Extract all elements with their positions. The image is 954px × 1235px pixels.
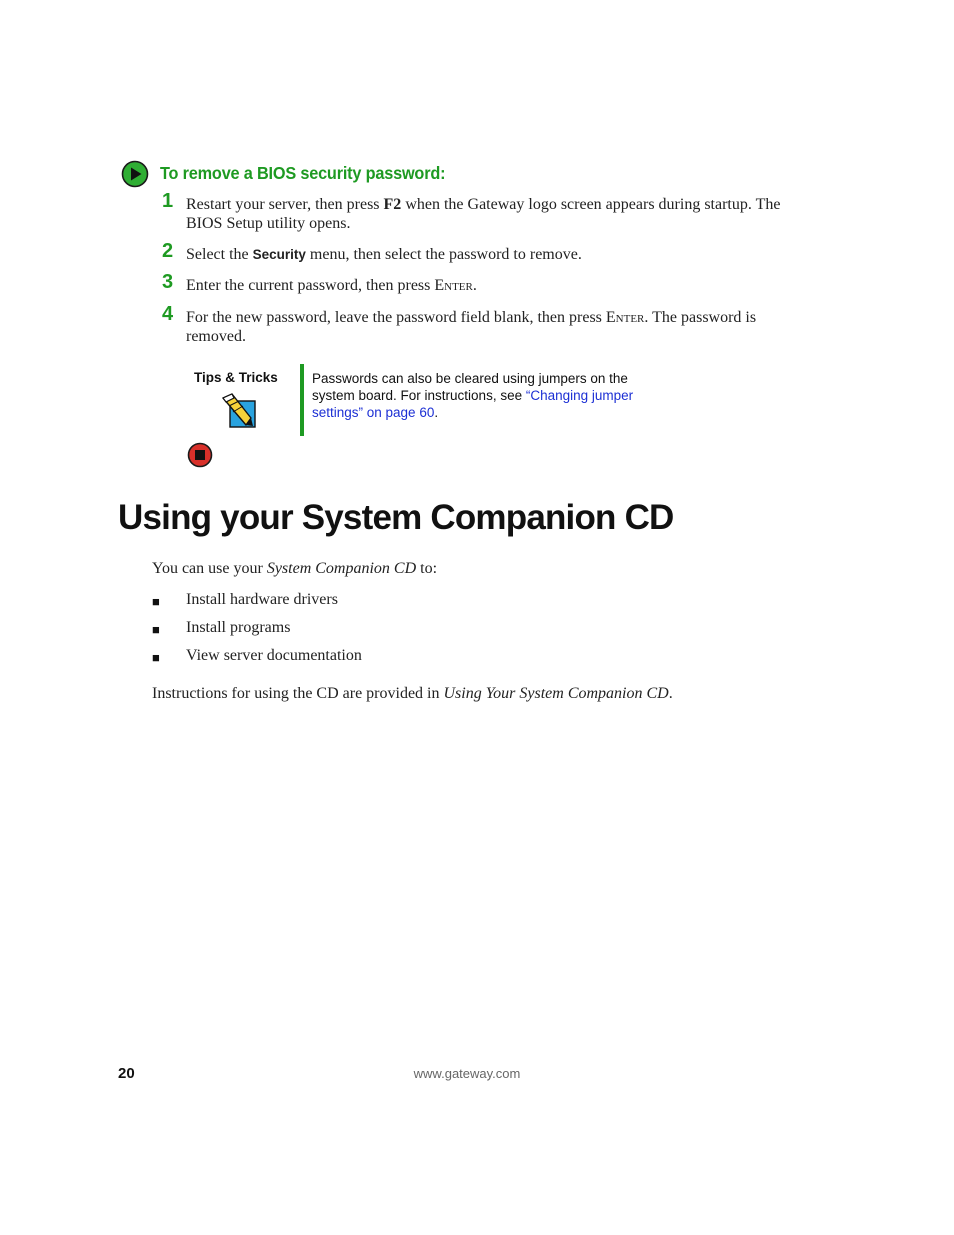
- footer-url: www.gateway.com: [413, 1066, 521, 1081]
- key-enter: Enter: [434, 277, 473, 294]
- step-number-2: 2: [162, 240, 174, 262]
- closing-part: Instructions for using the CD are provided in: [152, 685, 444, 702]
- tips-text-part: Passwords can also be cleared using jumpers on the system board. For instructions, see: [312, 371, 628, 403]
- menu-name-security: Security: [252, 247, 306, 262]
- section-heading: Using your System Companion CD: [118, 498, 674, 537]
- tips-divider: [300, 364, 304, 436]
- step-text-part: when the Gateway logo screen appears during startup. The BIOS Setup utility opens.: [186, 196, 781, 232]
- step-text-part: Restart your server, then press: [186, 196, 384, 213]
- step-text-part: .: [472, 277, 477, 294]
- tips-label: Tips & Tricks: [194, 370, 278, 385]
- closing-italic: Using Your System Companion CD: [443, 685, 669, 702]
- page-number: 20: [118, 1065, 135, 1082]
- tips-text: [312, 370, 662, 421]
- section-intro: [152, 559, 437, 578]
- intro-italic: System Companion CD: [266, 560, 417, 577]
- list-item: Install programs: [186, 619, 291, 636]
- tips-text-part: .: [434, 405, 439, 420]
- procedure-title: To remove a BIOS security password:: [160, 163, 446, 183]
- intro-part: to:: [416, 560, 438, 577]
- step-text-part: Enter the current password, then press: [186, 277, 435, 294]
- step-number-3: 3: [162, 271, 174, 293]
- bullet-marker: ■: [152, 622, 160, 637]
- step-text-part: . The password is removed.: [186, 309, 757, 345]
- list-item: View server documentation: [186, 647, 362, 664]
- bullet-marker: ■: [152, 594, 160, 609]
- link-changing-jumper-settings[interactable]: “Changing jumper settings” on page 60: [312, 388, 634, 420]
- bullet-marker: ■: [152, 650, 160, 665]
- list-item: Install hardware drivers: [186, 591, 338, 608]
- key-f2: F2: [383, 196, 402, 213]
- step-number-4: 4: [162, 303, 174, 325]
- closing-part: .: [668, 685, 673, 702]
- stop-icon: [187, 442, 213, 468]
- step-text-1: [186, 195, 816, 233]
- key-enter: Enter: [605, 309, 645, 326]
- step-text-2: [186, 245, 816, 264]
- step-text-part: Select the: [186, 246, 253, 263]
- step-text-3: [186, 276, 816, 295]
- section-closing: [152, 684, 673, 703]
- step-text-part: For the new password, leave the password field blank, then press: [186, 309, 606, 326]
- play-arrow-icon: [121, 160, 149, 188]
- pencil-note-icon: [219, 392, 257, 430]
- step-text-4: [186, 308, 816, 346]
- step-number-1: 1: [162, 190, 174, 212]
- intro-part: You can use your: [152, 560, 267, 577]
- step-text-part: menu, then select the password to remove.: [305, 246, 582, 263]
